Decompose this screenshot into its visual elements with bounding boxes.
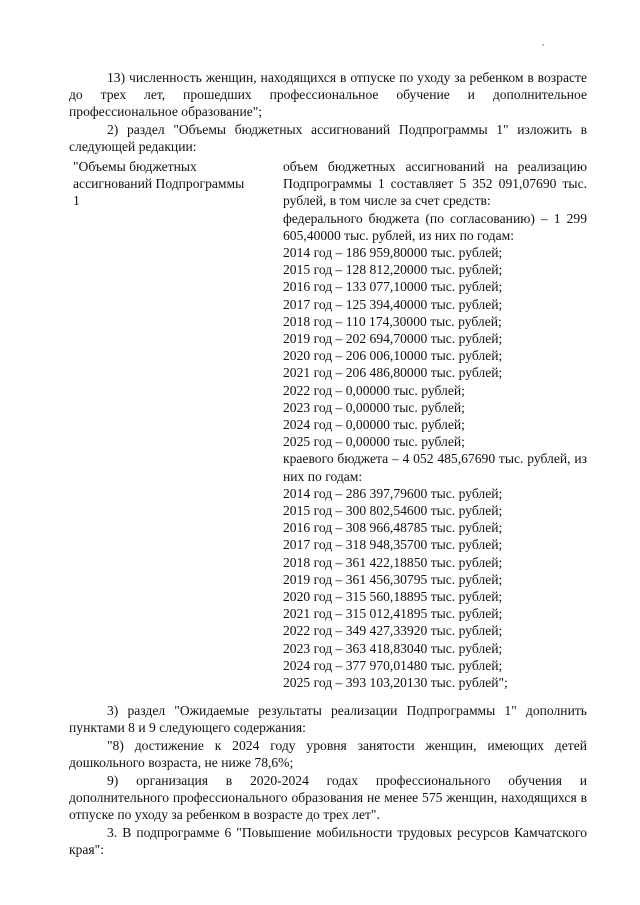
year-amount-line: 2024 год – 377 970,01480 тыс. рублей; <box>283 657 503 673</box>
regional-budget-intro: краевого бюджета – 4 052 485,67690 тыс. рублей, из них по годам: <box>283 451 587 484</box>
table-right-content <box>283 158 587 691</box>
year-amount-line: 2016 год – 308 966,48785 тыс. рублей; <box>283 520 503 536</box>
year-amount-line: 2023 год – 0,00000 тыс. рублей; <box>283 399 465 415</box>
paragraph-item-9: 9) организация в 2020-2024 годах профессионального обучения и дополнительного профессионального образования не менее 575 женщин, находящихся в отпуске по уходу за ребенком в возрасте до трех лет". <box>69 773 587 823</box>
year-amount-line: 2018 год – 361 422,18850 тыс. рублей; <box>283 554 503 570</box>
year-amount-line: 2025 год – 393 103,20130 тыс. рублей"; <box>283 675 508 691</box>
table-left-label: "Объемы бюджетных ассигнований Подпрограммы 1 <box>73 159 245 209</box>
paragraph-item-8: "8) достижение к 2024 году уровня занятости женщин, имеющих детей дошкольного возраста, не ниже 78,6%; <box>69 738 587 771</box>
year-amount-line: 2019 год – 361 456,30795 тыс. рублей; <box>283 571 503 587</box>
year-amount-line: 2021 год – 315 012,41895 тыс. рублей; <box>283 606 503 622</box>
year-amount-line: 2018 год – 110 174,30000 тыс. рублей; <box>283 313 502 329</box>
year-amount-line: 2023 год – 363 418,83040 тыс. рублей; <box>283 640 503 656</box>
year-amount-line: 2019 год – 202 694,70000 тыс. рублей; <box>283 331 503 347</box>
year-amount-line: 2020 год – 206 006,10000 тыс. рублей; <box>283 348 503 364</box>
year-amount-line: 2022 год – 349 427,33920 тыс. рублей; <box>283 623 503 639</box>
paragraph-section-3: 3) раздел "Ожидаемые результаты реализации Подпрограммы 1" дополнить пунктами 8 и 9 следующего содержания: <box>69 703 587 736</box>
budget-intro: объем бюджетных ассигнований на реализацию Подпрограммы 1 составляет 5 352 091,07690 тыс. рублей, в том числе за счет средств: <box>283 159 587 209</box>
federal-years-list <box>283 244 587 450</box>
regional-years-list <box>283 485 587 691</box>
year-amount-line: 2016 год – 133 077,10000 тыс. рублей; <box>283 279 503 295</box>
year-amount-line: 2025 год – 0,00000 тыс. рублей; <box>283 434 465 450</box>
year-amount-line: 2017 год – 318 948,35700 тыс. рублей; <box>283 537 503 553</box>
year-amount-line: 2014 год – 286 397,79600 тыс. рублей; <box>283 485 503 501</box>
year-amount-line: 2017 год – 125 394,40000 тыс. рублей; <box>283 296 503 312</box>
year-amount-line: 2014 год – 186 959,80000 тыс. рублей; <box>283 245 503 261</box>
year-amount-line: 2015 год – 300 802,54600 тыс. рублей; <box>283 503 503 519</box>
scan-dot <box>542 44 544 46</box>
year-amount-line: 2022 год – 0,00000 тыс. рублей; <box>283 382 465 398</box>
federal-budget-intro: федерального бюджета (по согласованию) – 1 299 605,40000 тыс. рублей, из них по годам: <box>283 210 587 243</box>
year-amount-line: 2024 год – 0,00000 тыс. рублей; <box>283 417 465 433</box>
paragraph-section-2: 2) раздел "Объемы бюджетных ассигнований Подпрограммы 1" изложить в следующей редакции: <box>69 122 587 155</box>
paragraph-subprogram-6: 3. В подпрограмме 6 "Повышение мобильности трудовых ресурсов Камчатского края": <box>69 825 587 858</box>
year-amount-line: 2015 год – 128 812,20000 тыс. рублей; <box>283 262 503 278</box>
year-amount-line: 2020 год – 315 560,18895 тыс. рублей; <box>283 589 503 605</box>
year-amount-line: 2021 год – 206 486,80000 тыс. рублей; <box>283 365 503 381</box>
paragraph-item-13: 13) численность женщин, находящихся в отпуске по уходу за ребенком в возрасте до трех лет, прошедших профессиональное обучение и дополнительное профессиональное образование"; <box>69 70 587 120</box>
